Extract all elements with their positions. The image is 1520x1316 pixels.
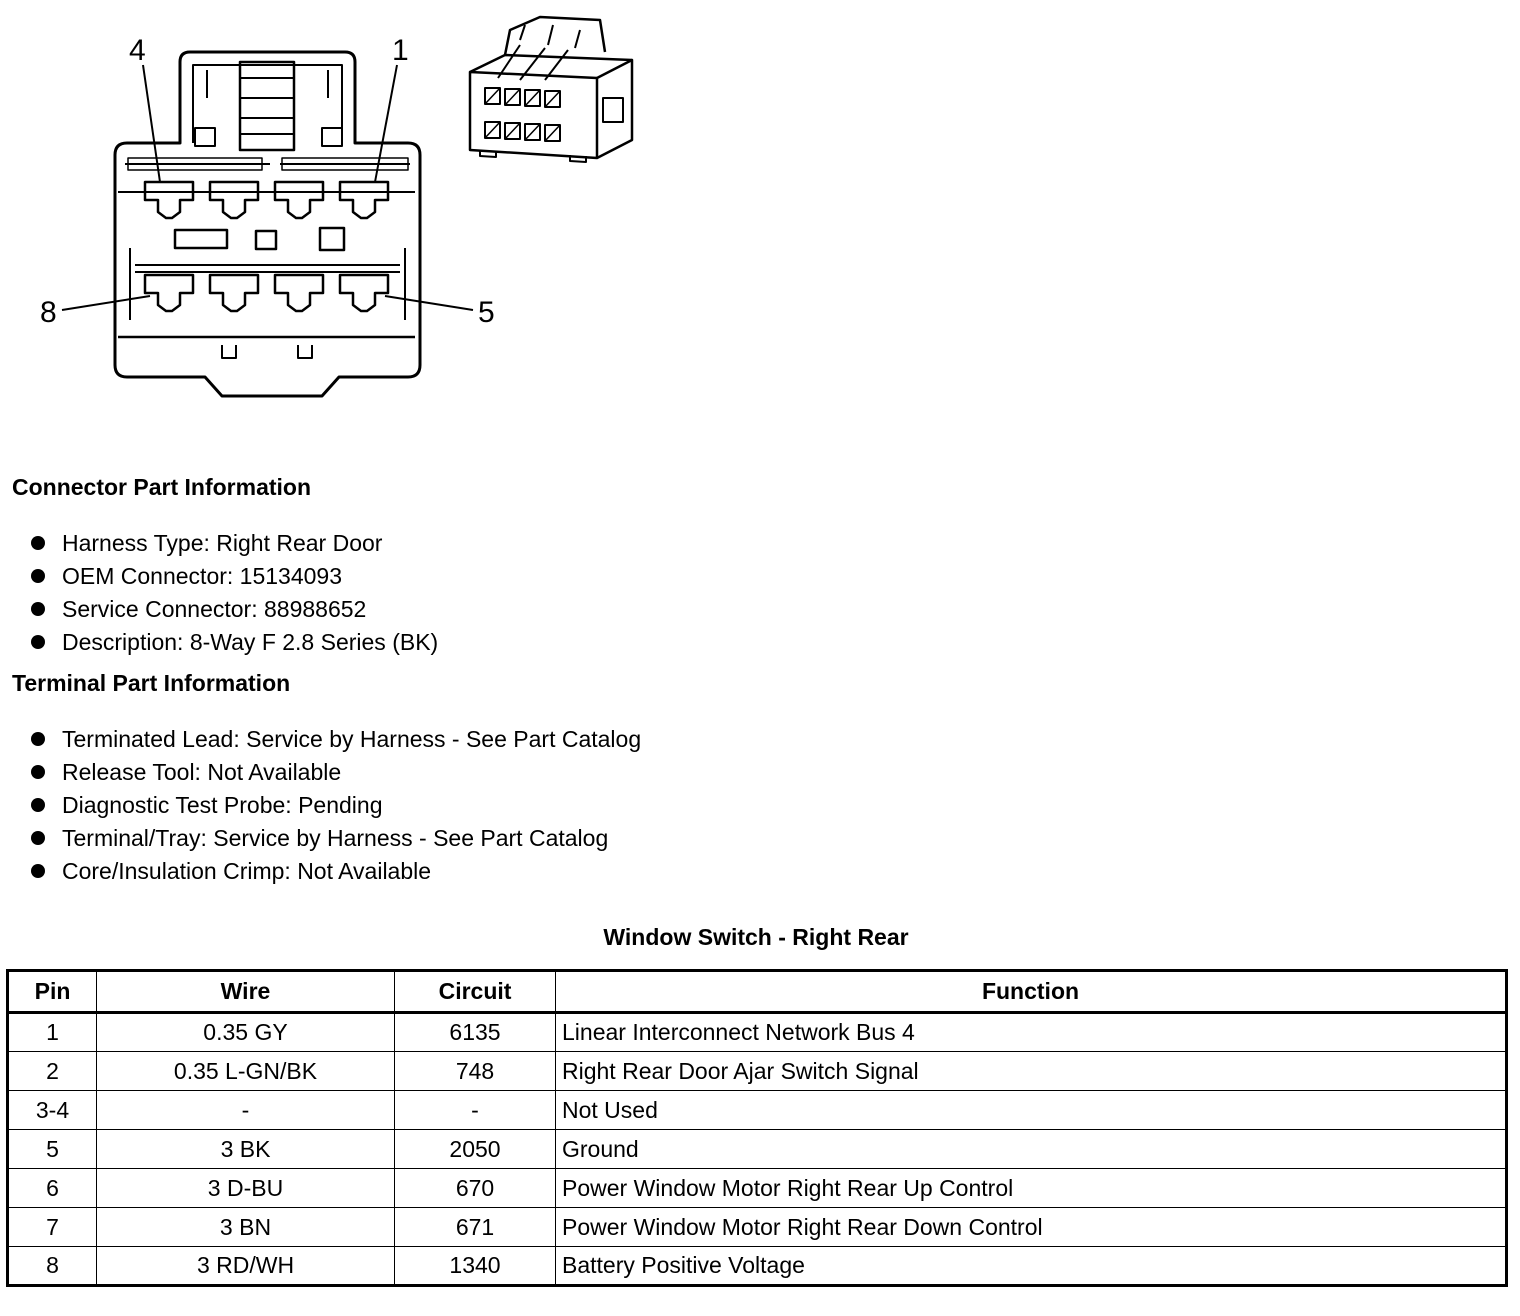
table-title: Window Switch - Right Rear (603, 924, 909, 950)
column-header-circuit: Circuit (395, 971, 556, 1013)
list-item: Description: 8-Way F 2.8 Series (BK) (30, 626, 438, 659)
wire-cell: 3 BN (97, 1208, 395, 1247)
table-row (8, 1208, 1507, 1247)
pin-leader-lines (62, 65, 473, 310)
wire-cell: 3 BK (97, 1130, 395, 1169)
pin-cell: 7 (8, 1208, 97, 1247)
wire-cell: - (97, 1091, 395, 1130)
wire-cell: 3 RD/WH (97, 1247, 395, 1286)
terminal-info-list (30, 723, 641, 888)
function-cell: Ground (556, 1130, 1507, 1169)
list-item: Diagnostic Test Probe: Pending (30, 789, 641, 822)
pin-cell: 5 (8, 1130, 97, 1169)
list-item: Terminated Lead: Service by Harness - See Part Catalog (30, 723, 641, 756)
wire-cell: 0.35 L-GN/BK (97, 1052, 395, 1091)
terminal-cavities (145, 182, 388, 311)
pin-cell: 2 (8, 1052, 97, 1091)
connector-diagram (0, 0, 700, 420)
pin-callout-5: 5 (478, 296, 495, 329)
list-item: Release Tool: Not Available (30, 756, 641, 789)
terminal-info-heading: Terminal Part Information (12, 670, 291, 696)
pin-cell: 8 (8, 1247, 97, 1286)
list-item: Core/Insulation Crimp: Not Available (30, 855, 641, 888)
table-row (8, 1169, 1507, 1208)
list-item: OEM Connector: 15134093 (30, 560, 438, 593)
wire-cell: 3 D-BU (97, 1169, 395, 1208)
circuit-cell: 2050 (395, 1130, 556, 1169)
circuit-cell: 1340 (395, 1247, 556, 1286)
table-row (8, 1091, 1507, 1130)
function-cell: Not Used (556, 1091, 1507, 1130)
circuit-cell: 670 (395, 1169, 556, 1208)
connector-info-heading: Connector Part Information (12, 474, 312, 500)
table-row (8, 1130, 1507, 1169)
table-header-row (8, 971, 1507, 1013)
pin-callout-4: 4 (129, 34, 146, 67)
function-cell: Power Window Motor Right Rear Down Control (556, 1208, 1507, 1247)
connector-info-list (30, 527, 438, 659)
table-row (8, 1247, 1507, 1286)
connector-face-drawing (115, 52, 420, 396)
function-cell: Right Rear Door Ajar Switch Signal (556, 1052, 1507, 1091)
column-header-pin: Pin (8, 971, 97, 1013)
function-cell: Power Window Motor Right Rear Up Control (556, 1169, 1507, 1208)
connector-iso-drawing (470, 17, 632, 162)
function-cell: Linear Interconnect Network Bus 4 (556, 1013, 1507, 1052)
list-item: Terminal/Tray: Service by Harness - See Part Catalog (30, 822, 641, 855)
column-header-function: Function (556, 971, 1507, 1013)
circuit-cell: - (395, 1091, 556, 1130)
table-row (8, 1013, 1507, 1052)
column-header-wire: Wire (97, 971, 395, 1013)
function-cell: Battery Positive Voltage (556, 1247, 1507, 1286)
pin-cell: 1 (8, 1013, 97, 1052)
circuit-cell: 6135 (395, 1013, 556, 1052)
list-item: Service Connector: 88988652 (30, 593, 438, 626)
pin-cell: 3-4 (8, 1091, 97, 1130)
circuit-cell: 671 (395, 1208, 556, 1247)
pin-table (6, 969, 1508, 1287)
table-row (8, 1052, 1507, 1091)
wire-cell: 0.35 GY (97, 1013, 395, 1052)
list-item: Harness Type: Right Rear Door (30, 527, 438, 560)
pin-callout-8: 8 (40, 296, 57, 329)
circuit-cell: 748 (395, 1052, 556, 1091)
pin-cell: 6 (8, 1169, 97, 1208)
pin-callout-1: 1 (392, 34, 409, 67)
